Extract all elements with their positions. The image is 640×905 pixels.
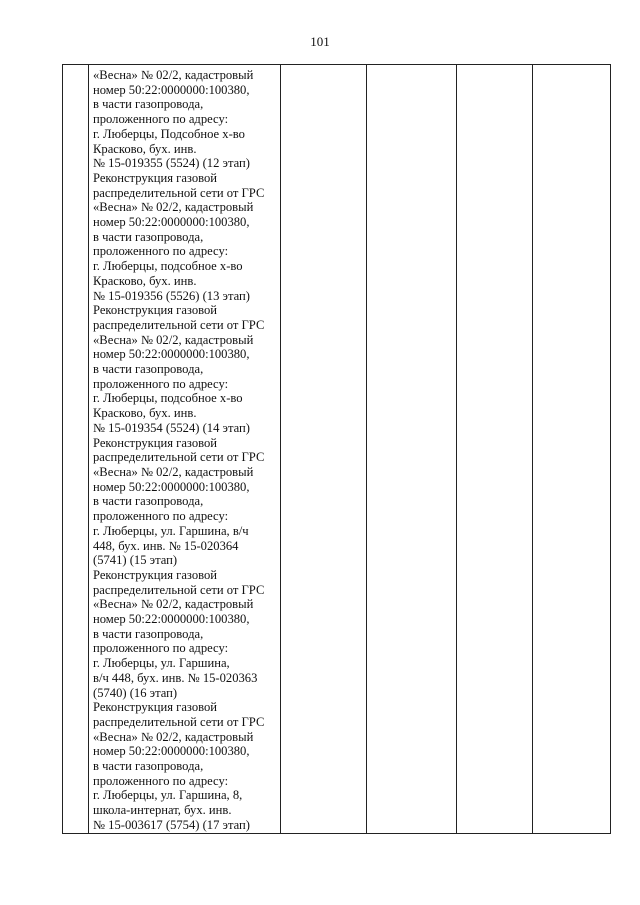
description-line: (5741) (15 этап)	[93, 553, 178, 568]
description-line: Красково, бух. инв.	[93, 273, 197, 288]
description-line: Реконструкция газовой	[93, 170, 218, 185]
page-number: 101	[310, 34, 330, 49]
description-line: номер 50:22:0000000:100380,	[93, 82, 250, 97]
number-cell	[63, 65, 89, 834]
description-line: распределительной сети от ГРС	[93, 714, 265, 729]
description-line: г. Люберцы, подсобное х-во	[93, 259, 243, 274]
description-line: «Весна» № 02/2, кадастровый	[93, 729, 254, 744]
empty-cell	[281, 65, 367, 834]
description-line: «Весна» № 02/2, кадастровый	[93, 68, 254, 82]
description-line: проложенного по адресу:	[93, 509, 229, 524]
empty-cell	[457, 65, 533, 834]
description-line: проложенного по адресу:	[93, 112, 229, 127]
description-line: номер 50:22:0000000:100380,	[93, 347, 250, 362]
description-line: школа-интернат, бух. инв.	[93, 803, 232, 818]
description-line: № 15-019356 (5526) (13 этап)	[93, 288, 250, 303]
description-line: Красково, бух. инв.	[93, 406, 197, 421]
description-line: распределительной сети от ГРС	[93, 582, 265, 597]
description-line: «Весна» № 02/2, кадастровый	[93, 332, 254, 347]
document-table	[62, 64, 611, 834]
description-line: (5740) (16 этап)	[93, 685, 178, 700]
description-line: распределительной сети от ГРС	[93, 317, 265, 332]
empty-cell	[367, 65, 457, 834]
description-line: г. Люберцы, ул. Гаршина, 8,	[93, 788, 243, 803]
description-line: № 15-019355 (5524) (12 этап)	[93, 156, 250, 171]
description-line: проложенного по адресу:	[93, 244, 229, 259]
description-line: проложенного по адресу:	[93, 773, 229, 788]
description-line: номер 50:22:0000000:100380,	[93, 479, 250, 494]
description-line: «Весна» № 02/2, кадастровый	[93, 597, 254, 612]
description-line: «Весна» № 02/2, кадастровый	[93, 200, 254, 215]
description-line: «Весна» № 02/2, кадастровый	[93, 464, 254, 479]
description-line: распределительной сети от ГРС	[93, 450, 265, 465]
description-line: в части газопровода,	[93, 494, 204, 509]
description-line: Реконструкция газовой	[93, 567, 218, 582]
description-line: 448, бух. инв. № 15-020364	[93, 538, 239, 553]
description-cell	[89, 65, 281, 834]
description-line: Реконструкция газовой	[93, 700, 218, 715]
table-row	[63, 65, 611, 834]
description-line: номер 50:22:0000000:100380,	[93, 612, 250, 627]
description-line: № 15-003617 (5754) (17 этап)	[93, 817, 250, 832]
description-line: в части газопровода,	[93, 362, 204, 377]
description-line: проложенного по адресу:	[93, 376, 229, 391]
description-line: Реконструкция газовой	[93, 303, 218, 318]
description-line: в части газопровода,	[93, 626, 204, 641]
description-line: в/ч 448, бух. инв. № 15-020363	[93, 670, 258, 685]
description-line: г. Люберцы, ул. Гаршина,	[93, 656, 230, 671]
description-line: № 15-019354 (5524) (14 этап)	[93, 420, 250, 435]
description-line: г. Люберцы, Подсобное х-во	[93, 126, 245, 141]
description-line: проложенного по адресу:	[93, 641, 229, 656]
description-line: номер 50:22:0000000:100380,	[93, 215, 250, 230]
description-line: в части газопровода,	[93, 759, 204, 774]
description-line: номер 50:22:0000000:100380,	[93, 744, 250, 759]
description-line: в части газопровода,	[93, 97, 204, 112]
empty-cell	[533, 65, 611, 834]
description-line: г. Люберцы, подсобное х-во	[93, 391, 243, 406]
description-line: распределительной сети от ГРС	[93, 185, 265, 200]
description-line: Красково, бух. инв.	[93, 141, 197, 156]
description-line: в части газопровода,	[93, 229, 204, 244]
description-line: г. Люберцы, ул. Гаршина, в/ч	[93, 523, 249, 538]
description-line: Реконструкция газовой	[93, 435, 218, 450]
